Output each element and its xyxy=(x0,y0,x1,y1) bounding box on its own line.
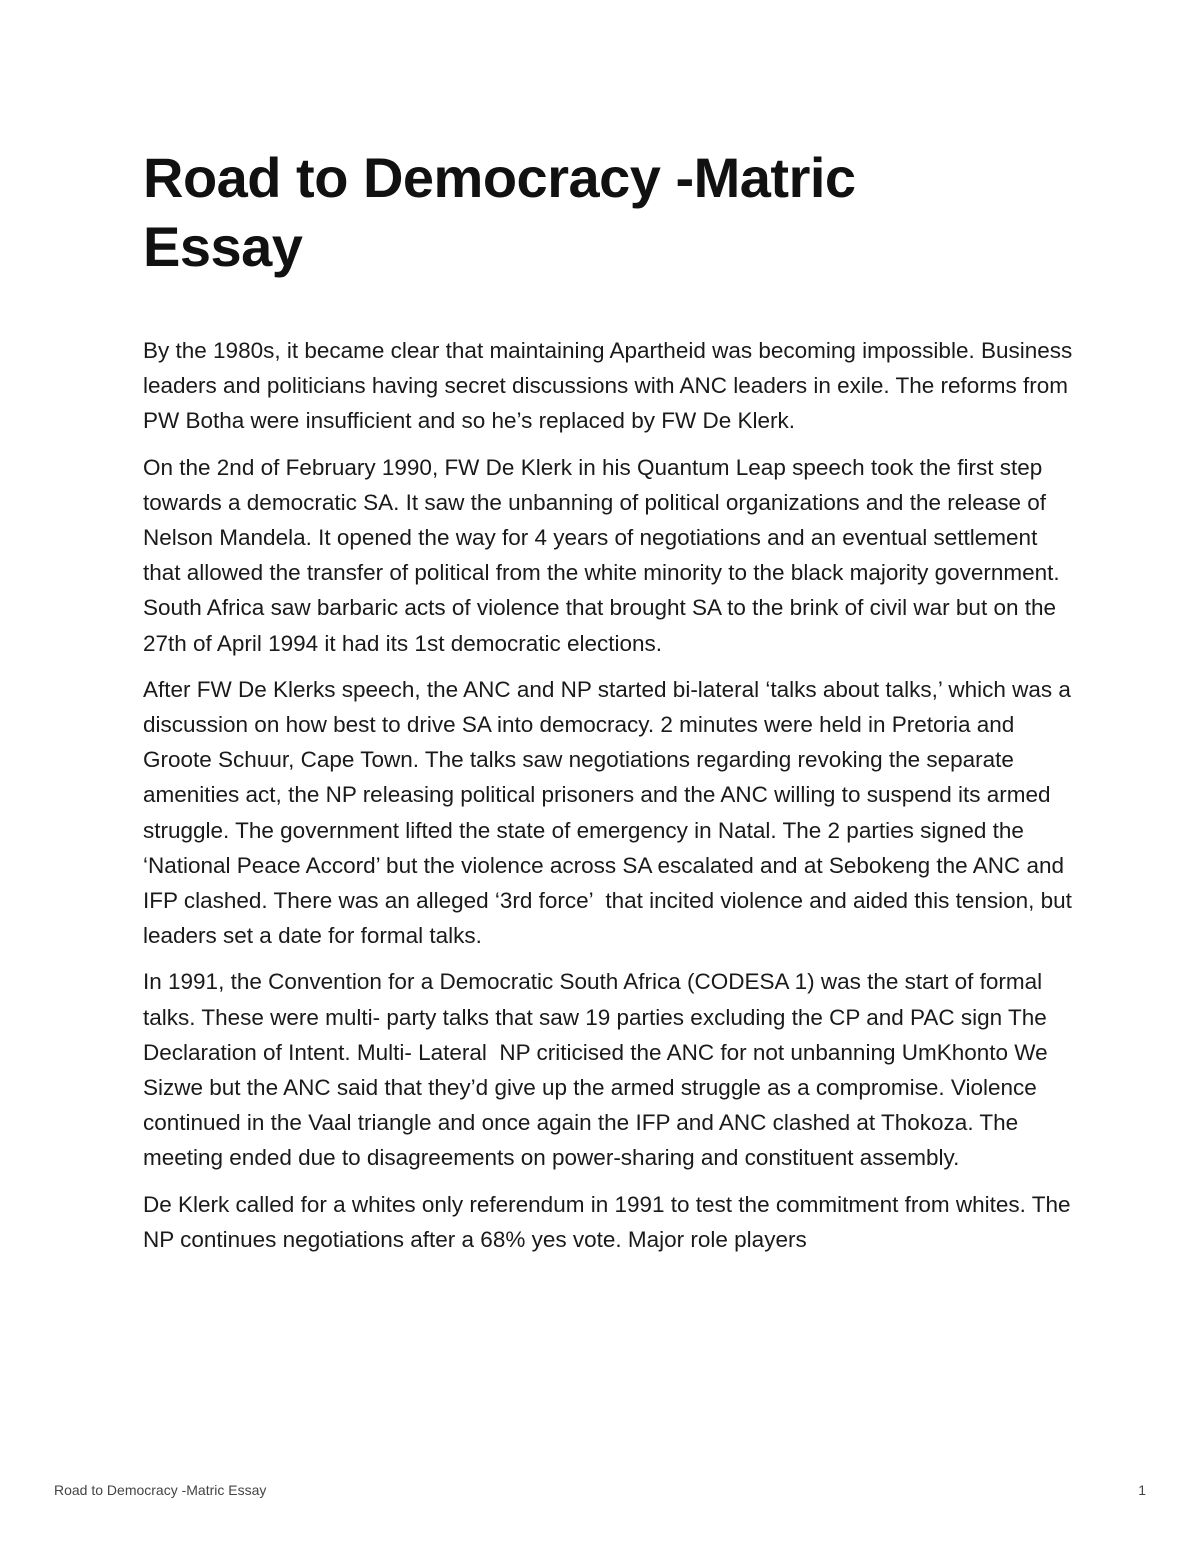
footer-page-number: 1 xyxy=(1138,1482,1146,1498)
paragraph: After FW De Klerks speech, the ANC and NP started bi-lateral ‘talks about talks,’ which was a discussion on how best to drive SA into democracy. 2 minutes were held in Pretoria and Groote Schuur, Cape Town. The talks saw negotiations regarding revoking the separate amenities act, the NP releasing political prisoners and the ANC willing to suspend its armed struggle. The government lifted the state of emergency in Natal. The 2 parties signed the ‘National Peace Accord’ but the violence across SA escalated and at Sebokeng the ANC and IFP clashed. There was an alleged ‘3rd force’ that incited violence and aided this tension, but leaders set a date for formal talks. xyxy=(143,676,1084,949)
essay-body xyxy=(143,333,1084,1257)
paragraph: In 1991, the Convention for a Democratic South Africa (CODESA 1) was the start of formal talks. These were multi- party talks that saw 19 parties excluding the CP and PAC sign The Declaration of Intent. Multi- Lateral NP criticised the ANC for not unbanning UmKhonto We Sizwe but the ANC said that they’d give up the armed struggle as a compromise. Violence continued in the Vaal triangle and once again the IFP and ANC clashed at Thokoza. The meeting ended due to disagreements on power-sharing and constituent assembly. xyxy=(143,969,1054,1171)
footer-document-title: Road to Democracy -Matric Essay xyxy=(54,1482,267,1498)
paragraph: On the 2nd of February 1990, FW De Klerk in his Quantum Leap speech took the first step towards a democratic SA. It saw the unbanning of political organizations and the release of Nelson Mandela. It opened the way for 4 years of negotiations and an eventual settlement that allowed the transfer of political from the white minority to the black majority government. South Africa saw barbaric acts of violence that brought SA to the brink of civil war but on the 27th of April 1994 it had its 1st democratic elections. xyxy=(143,454,1066,656)
title-line-2: Essay xyxy=(143,215,303,278)
document-content xyxy=(143,143,1084,1268)
title-line-1: Road to Democracy -Matric xyxy=(143,146,856,209)
document-title xyxy=(143,143,1073,281)
paragraph: De Klerk called for a whites only referendum in 1991 to test the commitment from whites. The NP continues negotiations after a 68% yes vote. Major role players xyxy=(143,1191,1077,1252)
paragraph: By the 1980s, it became clear that maintaining Apartheid was becoming impossible. Business leaders and politicians having secret discussions with ANC leaders in exile. The reforms from PW Botha were insufficient and so he’s replaced by FW De Klerk. xyxy=(143,338,1079,434)
